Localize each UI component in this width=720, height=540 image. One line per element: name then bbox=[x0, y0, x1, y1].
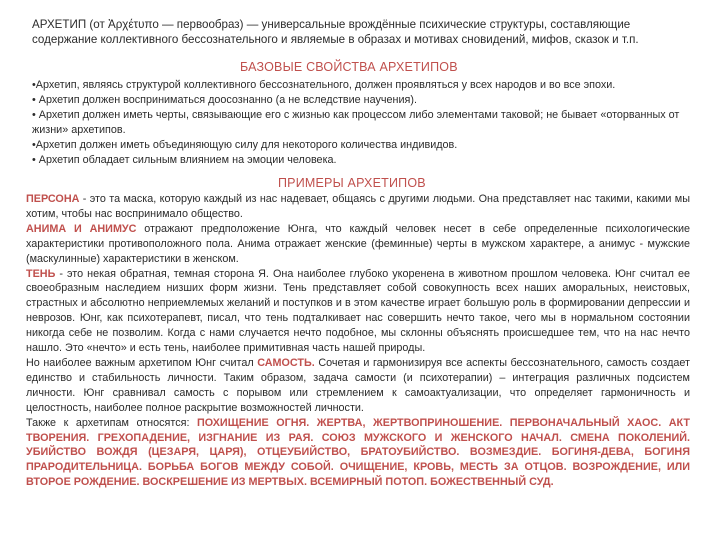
also-paragraph bbox=[26, 416, 690, 491]
anima-paragraph bbox=[26, 222, 690, 267]
shadow-text: - это некая обратная, темная сторона Я. Она наиболее глубоко укоренена в животном прошлом человека. Юнг считал ее своеобразным наследием низших форм жизни. Тень представляет собой совокупность всех наших аморальных, неистовых, страстных и абсолютно неприемлемых желаний и поступков и в этом качестве играет большую роль в формировании депрессии и неврозов. Юнг, как психотерапевт, писал, что тень подталкивает нас совершить нечто такое, чего мы в нормальном состоянии никогда себе не позволим. Когда с нами случается нечто подобное, мы склонны объяснять происшедшее тем, что на нас нечто нашло. Это «нечто» и есть тень, наиболее примитивная часть нашей природы. bbox=[26, 267, 690, 355]
intro-paragraph bbox=[32, 17, 688, 47]
list-item: •Архетип, являясь структурой коллективного бессознательного, должен проявляться у всех народов и во все эпохи. bbox=[32, 79, 616, 91]
shadow-term: ТЕНЬ bbox=[26, 267, 56, 280]
examples-body bbox=[26, 192, 690, 490]
persona-paragraph bbox=[26, 192, 690, 222]
list-item: • Архетип должен восприниматься доосознанно (а не вследствие научения). bbox=[32, 93, 417, 106]
anima-text: отражают предположение Юнга, что каждый человек несет в себе определенные психологические характеристики противоположного пола. Анима отражает женские (феминные) черты в мужском характере, а анимус - мужские (маскулинные) характеристики в женском. bbox=[26, 222, 690, 265]
anima-term: АНИМА И АНИМУС bbox=[26, 222, 137, 235]
section-title-examples: ПРИМЕРЫ АРХЕТИПОВ bbox=[278, 176, 426, 190]
persona-term: ПЕРСОНА bbox=[26, 193, 80, 205]
intro-term: АРХЕТИП bbox=[32, 18, 87, 31]
also-lead: Также к архетипам относятся: bbox=[26, 416, 197, 429]
intro-text: (от Ἀρχέτυπο — первообраз) — универсальные врождённые психические структуры, составляющие содержание коллективного бессознательного и являемые в образах и мотивах сновидений, мифов, сказок и т.п. bbox=[32, 18, 639, 47]
self-paragraph bbox=[26, 356, 690, 416]
list-item: • Архетип обладает сильным влиянием на эмоции человека. bbox=[32, 153, 337, 166]
list-item: • Архетип должен иметь черты, связывающие его с жизнью как процессом либо элементами таковой; не бывает «оторванных от жизни» архетипов. bbox=[32, 108, 680, 136]
properties-list bbox=[32, 78, 688, 167]
list-item: •Архетип должен иметь объединяющую силу для некоторого количества индивидов. bbox=[32, 138, 458, 151]
also-list: ПОХИЩЕНИЕ ОГНЯ. ЖЕРТВА, ЖЕРТВОПРИНОШЕНИЕ. ПЕРВОНАЧАЛЬНЫЙ ХАОС. АКТ ТВОРЕНИЯ. ГРЕХОПАДЕНИЕ, ИЗГНАНИЕ ИЗ РАЯ. СОЮЗ МУЖСКОГО И ЖЕНСКОГО НАЧАЛ. СМЕНА ПОКОЛЕНИЙ. УБИЙСТВО ВОЖДЯ (ЦЕЗАРЯ, ЦАРЯ), ОТЦЕУБИЙСТВО, БРАТОУБИЙСТВО. ВОЗМЕЗДИЕ. БОГИНЯ-ДЕВА, БОГИНЯ ПРАРОДИТЕЛЬНИЦА. БОРЬБА БОГОВ МЕЖДУ СОБОЙ. ОЧИЩЕНИЕ, КРОВЬ, МЕСТЬ ЗА ОТЦОВ. ВОЗРОЖДЕНИЕ, ИЛИ ВТОРОЕ РОЖДЕНИЕ. ВОСКРЕШЕНИЕ ИЗ МЕРТВЫХ. ВСЕМИРНЫЙ ПОТОП. БОЖЕСТВЕННЫЙ СУД. bbox=[26, 416, 691, 489]
self-text: Сочетая и гармонизируя все аспекты бессознательного, самость создает единство и стабильность личности. Таким образом, задача самости (и психотерапии) – интеграция различных подсистем личности. Юнг сравнивал самость с порывом или стремлением к самоактуализации, что определяет гармоничность и целостность, наиболее полное раскрытие возможностей личности. bbox=[26, 356, 690, 414]
self-lead: Но наиболее важным архетипом Юнг считал bbox=[26, 356, 258, 369]
section-title-properties: БАЗОВЫЕ СВОЙСТВА АРХЕТИПОВ bbox=[240, 60, 458, 74]
shadow-paragraph bbox=[26, 267, 690, 356]
self-term: САМОСТЬ. bbox=[257, 356, 315, 369]
persona-text: - это та маска, которую каждый из нас надевает, общаясь с другими людьми. Она представляет нас такими, какими мы хотим, чтобы нас воспринимало общество. bbox=[26, 193, 690, 220]
